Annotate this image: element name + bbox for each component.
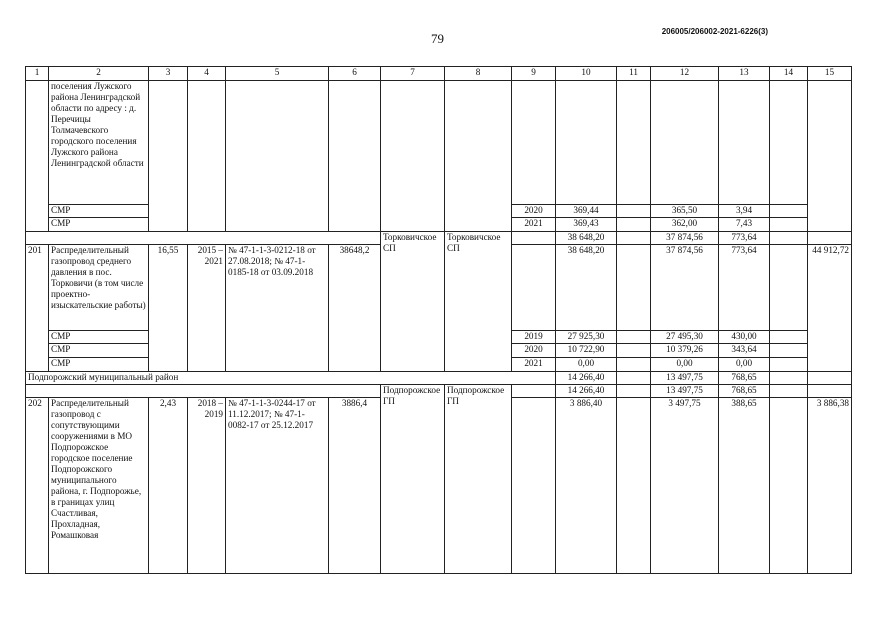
value-cell: 0,00 xyxy=(651,358,719,372)
cost-cell: 38648,2 xyxy=(329,245,381,372)
value-cell: 13 497,75 xyxy=(651,372,719,385)
value-cell: 369,43 xyxy=(556,218,617,232)
value-cell: 369,44 xyxy=(556,205,617,218)
object-description: поселения Лужского района Ленинградской области по адресу : д. Перечицы Толмачевского городского поселения Лужского района Ленинградской области xyxy=(49,81,149,205)
expertise-cell: № 47-1-1-3-0244-17 от 11.12.2017; № 47-1-0082-17 от 25.12.2017 xyxy=(226,398,329,574)
value-cell: 430,00 xyxy=(719,331,770,344)
district-label: Подпорожский муниципальный район xyxy=(26,372,556,385)
table-cell xyxy=(512,245,556,331)
settlement-cell: Подпорожское ГП xyxy=(445,385,512,574)
table-cell xyxy=(808,385,852,398)
value-cell: 37 874,56 xyxy=(651,232,719,245)
table-cell xyxy=(26,81,49,232)
year-cell: 2019 xyxy=(512,331,556,344)
page-number: 79 xyxy=(431,31,444,46)
settlement-cell: Подпорожское ГП xyxy=(381,385,445,574)
header-cell: 12 xyxy=(651,67,719,81)
table-cell xyxy=(381,81,445,232)
header-cell: 10 xyxy=(556,67,617,81)
value-cell: 768,65 xyxy=(719,372,770,385)
value-cell: 44 912,72 xyxy=(808,245,852,372)
subtotal-row xyxy=(26,385,852,398)
value-cell: 27 925,30 xyxy=(556,331,617,344)
value-cell: 38 648,20 xyxy=(556,245,617,331)
table-cell xyxy=(770,344,808,358)
value-cell: 768,65 xyxy=(719,385,770,398)
header-cell: 5 xyxy=(226,67,329,81)
table-cell xyxy=(808,372,852,385)
table-cell xyxy=(770,245,808,331)
table-cell xyxy=(770,218,808,232)
period-cell: 2015 – 2021 xyxy=(188,245,226,372)
table-cell xyxy=(617,81,651,205)
value-cell: 3,94 xyxy=(719,205,770,218)
value-cell: 343,64 xyxy=(719,344,770,358)
row-number: 201 xyxy=(26,245,49,372)
value-cell: 14 266,40 xyxy=(556,385,617,398)
table-cell xyxy=(770,232,808,245)
header-cell: 9 xyxy=(512,67,556,81)
table-cell xyxy=(226,81,329,232)
year-cell: 2020 xyxy=(512,205,556,218)
table-cell xyxy=(617,372,651,385)
value-cell: 3 886,38 xyxy=(808,398,852,574)
value-cell: 365,50 xyxy=(651,205,719,218)
header-cell: 4 xyxy=(188,67,226,81)
table-cell xyxy=(651,81,719,205)
table-cell xyxy=(445,81,512,232)
document-code: 206005/206002-2021-6226(3) xyxy=(661,27,768,36)
header-cell: 11 xyxy=(617,67,651,81)
table-cell xyxy=(808,232,852,245)
table-cell xyxy=(149,81,188,232)
value-cell: 3 497,75 xyxy=(651,398,719,574)
header-cell: 15 xyxy=(808,67,852,81)
table-cell xyxy=(770,358,808,372)
object-description: Распределительный газопровод среднего давления в пос. Торковичи (в том числе проектно-изыскательские работы) xyxy=(49,245,149,331)
object-description: Распределительный газопровод с сопутствующими сооружениями в МО Подпорожское городское поселение Подпорожского муниципального района, г. Подпорожье, в границах улиц Счастливая, Прохладная, Ромашковая xyxy=(49,398,149,574)
smr-label: СМР xyxy=(49,205,149,218)
table-cell xyxy=(770,81,808,205)
value-cell: 7,43 xyxy=(719,218,770,232)
table-cell xyxy=(808,81,852,232)
table-cell xyxy=(512,398,556,574)
value-cell: 13 497,75 xyxy=(651,385,719,398)
table-cell xyxy=(770,331,808,344)
table-cell xyxy=(617,344,651,358)
table-cell xyxy=(26,385,381,398)
smr-label: СМР xyxy=(49,331,149,344)
register-table xyxy=(25,66,852,574)
table-cell xyxy=(512,385,556,398)
table-row xyxy=(26,81,852,205)
table-cell xyxy=(617,398,651,574)
cost-cell: 3886,4 xyxy=(329,398,381,574)
value-cell: 27 495,30 xyxy=(651,331,719,344)
table-cell xyxy=(26,232,381,245)
value-cell: 362,00 xyxy=(651,218,719,232)
value-cell: 773,64 xyxy=(719,232,770,245)
table-cell xyxy=(770,398,808,574)
value-cell: 3 886,40 xyxy=(556,398,617,574)
table-cell xyxy=(770,372,808,385)
table-cell xyxy=(617,232,651,245)
table-cell xyxy=(719,81,770,205)
table-cell xyxy=(617,245,651,331)
header-cell: 14 xyxy=(770,67,808,81)
value-cell: 14 266,40 xyxy=(556,372,617,385)
value-cell: 0,00 xyxy=(556,358,617,372)
length-cell: 16,55 xyxy=(149,245,188,372)
table-cell xyxy=(617,331,651,344)
value-cell: 10 379,26 xyxy=(651,344,719,358)
value-cell: 773,64 xyxy=(719,245,770,331)
smr-label: СМР xyxy=(49,218,149,232)
district-row xyxy=(26,372,852,385)
header-cell: 2 xyxy=(49,67,149,81)
subtotal-row xyxy=(26,232,852,245)
year-cell: 2020 xyxy=(512,344,556,358)
table-cell xyxy=(617,205,651,218)
header-cell: 13 xyxy=(719,67,770,81)
smr-label: СМР xyxy=(49,358,149,372)
table-cell xyxy=(556,81,617,205)
expertise-cell: № 47-1-1-3-0212-18 от 27.08.2018; № 47-1-0185-18 от 03.09.2018 xyxy=(226,245,329,372)
header-cell: 8 xyxy=(445,67,512,81)
settlement-cell: Торковичское СП xyxy=(381,232,445,372)
value-cell: 37 874,56 xyxy=(651,245,719,331)
value-cell: 388,65 xyxy=(719,398,770,574)
value-cell: 0,00 xyxy=(719,358,770,372)
table-cell xyxy=(329,81,381,232)
header-cell: 7 xyxy=(381,67,445,81)
header-cell: 1 xyxy=(26,67,49,81)
header-cell: 6 xyxy=(329,67,381,81)
length-cell: 2,43 xyxy=(149,398,188,574)
value-cell: 10 722,90 xyxy=(556,344,617,358)
table-cell xyxy=(617,385,651,398)
header-row xyxy=(26,67,852,81)
table-cell xyxy=(770,385,808,398)
table-cell xyxy=(770,205,808,218)
table-cell xyxy=(512,81,556,205)
year-cell: 2021 xyxy=(512,358,556,372)
year-cell: 2021 xyxy=(512,218,556,232)
header-cell: 3 xyxy=(149,67,188,81)
period-cell: 2018 – 2019 xyxy=(188,398,226,574)
row-number: 202 xyxy=(26,398,49,574)
settlement-cell: Торковичское СП xyxy=(445,232,512,372)
smr-label: СМР xyxy=(49,344,149,358)
table-cell xyxy=(188,81,226,232)
table-cell xyxy=(617,218,651,232)
table-cell xyxy=(617,358,651,372)
value-cell: 38 648,20 xyxy=(556,232,617,245)
table-cell xyxy=(512,232,556,245)
